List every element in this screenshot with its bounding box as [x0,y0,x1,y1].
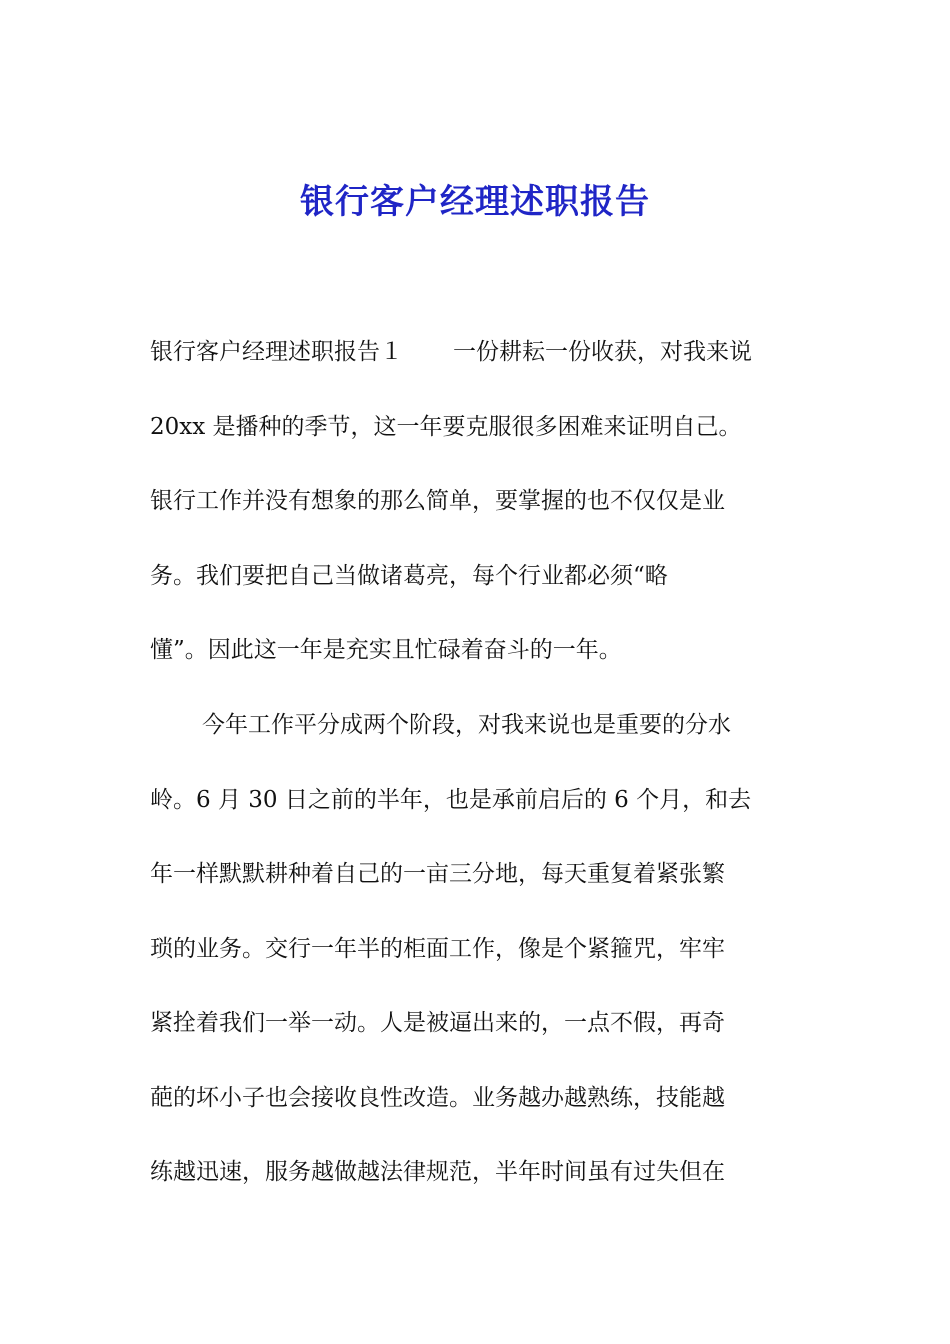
body-text: 一份耕耘一份收获，对我来说 [453,339,752,365]
section-heading: 银行客户经理述职报告１ [150,339,403,365]
body-line: 葩的坏小子也会接收良性改造。业务越办越熟练，技能越 [150,1085,725,1111]
document-title: 银行客户经理述职报告 [300,182,650,222]
body-line: 琐的业务。交行一年半的柜面工作，像是个紧箍咒，牢牢 [150,936,725,962]
body-line: 练越迅速，服务越做越法律规范，半年时间虽有过失但在 [150,1159,725,1185]
body-line: 20xx 是播种的季节，这一年要克服很多困难来证明自己。 [150,414,742,440]
body-line: 银行工作并没有想象的那么简单，要掌握的也不仅仅是业 [150,488,725,514]
body-line: 年一样默默耕种着自己的一亩三分地，每天重复着紧张繁 [150,861,725,887]
body-line [150,332,820,372]
body-line: 紧拴着我们一举一动。人是被逼出来的，一点不假，再奇 [150,1010,725,1036]
paragraph-first-line: 今年工作平分成两个阶段，对我来说也是重要的分水 [202,712,731,738]
body-line: 懂”。因此这一年是充实且忙碌着奋斗的一年。 [150,637,622,663]
body-line: 岭。6 月 30 日之前的半年，也是承前启后的 6 个月，和去 [150,787,752,813]
body-line: 务。我们要把自己当做诸葛亮，每个行业都必须“略 [150,563,668,589]
